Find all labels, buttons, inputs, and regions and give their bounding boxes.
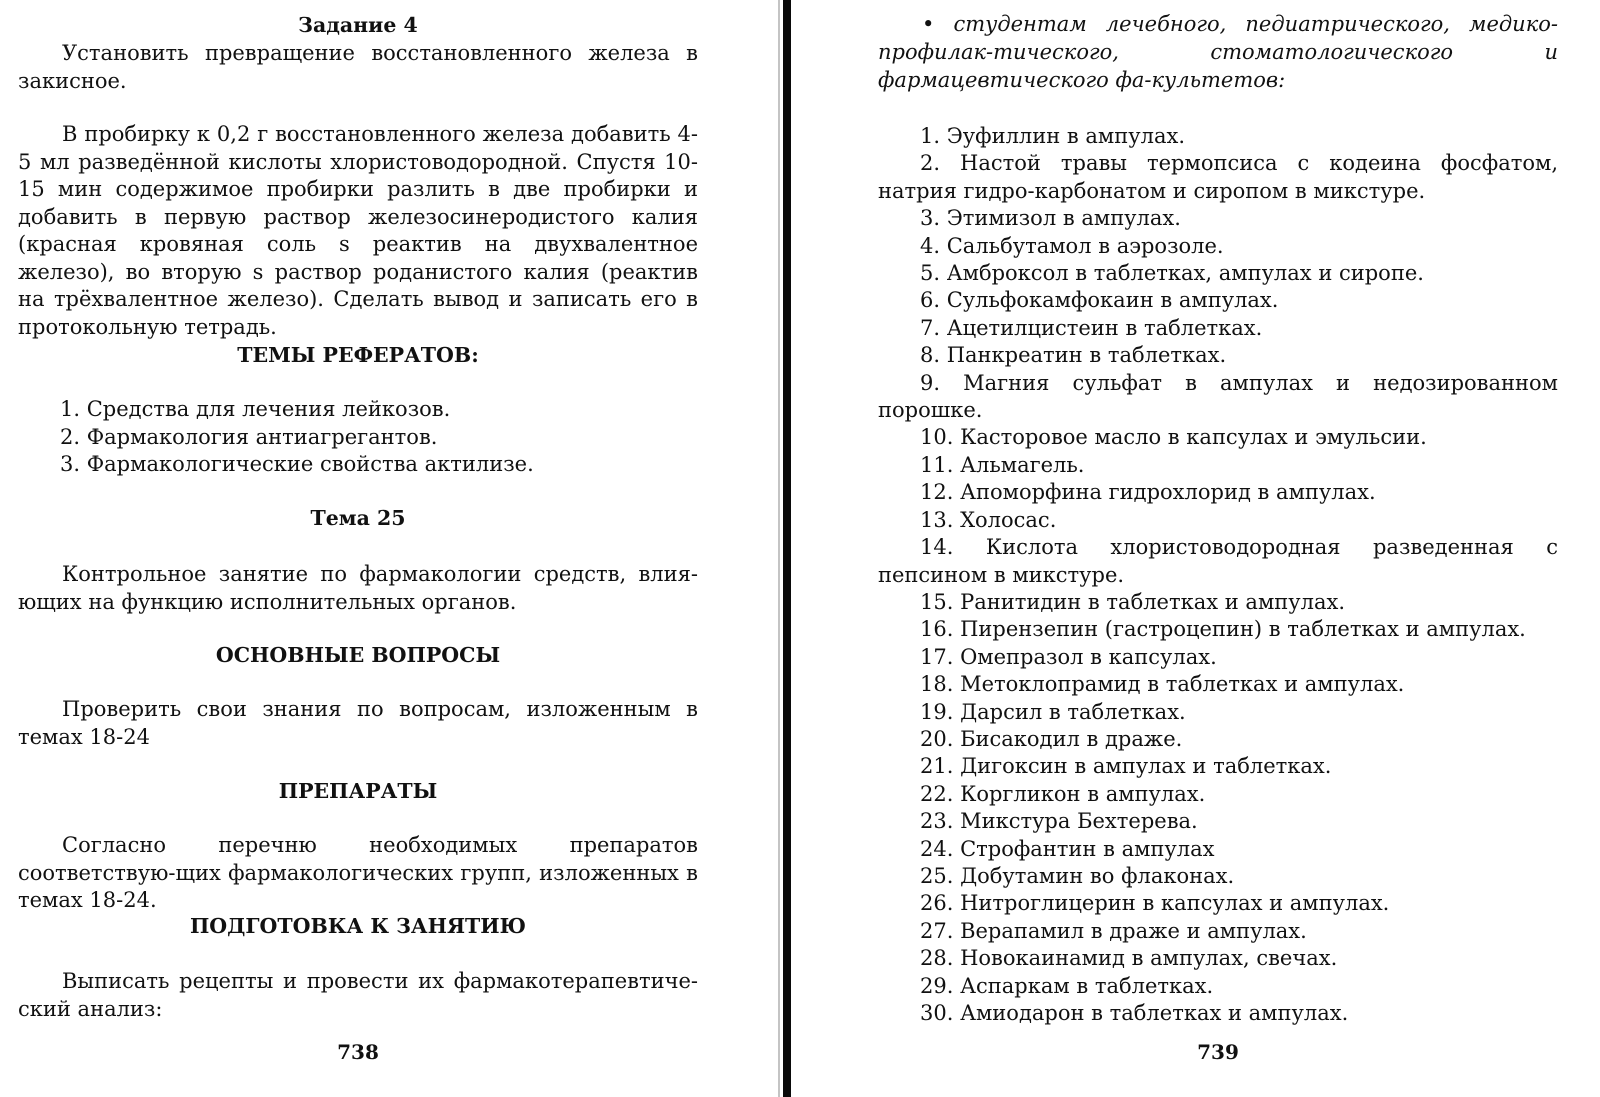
list-item: 13. Холосас. bbox=[920, 507, 1057, 532]
list-item: 28. Новокаинамид в ампулах, свечах. bbox=[920, 946, 1338, 971]
list-item: 30. Амиодарон в таблетках и ампулах. bbox=[920, 1001, 1349, 1025]
list-item: 24. Строфантин в ампулах bbox=[920, 836, 1215, 861]
list-item: 1. Средства для лечения лейкозов. bbox=[60, 397, 451, 421]
list-item: 18. Метоклопрамид в таблетках и ампулах. bbox=[920, 672, 1405, 697]
list-item: 15. Ранитидин в таблетках и ампулах. bbox=[920, 589, 1346, 614]
list-item: 5. Амброксол в таблетках, ампулах и сиропе. bbox=[920, 261, 1424, 286]
list-item: 10. Касторовое масло в капсулах и эмульсии. bbox=[920, 425, 1427, 450]
essays-list bbox=[18, 396, 698, 479]
task-text: Установить превращение восстановленного железа в закисное. bbox=[18, 41, 698, 93]
list-item: 3. Этимизол в ампулах. bbox=[920, 206, 1181, 231]
list-item: 22. Коргликон в ампулах. bbox=[920, 781, 1206, 806]
list-item: 12. Апоморфина гидрохлорид в ампулах. bbox=[920, 480, 1376, 505]
essays-heading: ТЕМЫ РЕФЕРАТОВ: bbox=[237, 343, 479, 367]
list-item: 16. Пирензепин (гастроцепин) в таблетках и ампулах. bbox=[920, 617, 1526, 642]
list-item: 26. Нитроглицерин в капсулах и ампулах. bbox=[920, 891, 1390, 916]
book-gutter-shadow bbox=[778, 0, 780, 1097]
list-item: 20. Бисакодил в драже. bbox=[920, 726, 1183, 751]
book-spine bbox=[783, 0, 791, 1097]
list-item: 23. Микстура Бехтерева. bbox=[920, 809, 1198, 834]
intro-text: • студентам лечебного, педиатрического, медико-профилак-тического, стоматологического и фармацевтического фа-культетов: bbox=[878, 12, 1558, 92]
questions-text: Проверить свои знания по вопросам, изложенным в темах 18-24 bbox=[18, 697, 698, 749]
task-heading: Задание 4 bbox=[298, 13, 418, 37]
list-item: 4. Сальбутамол в аэрозоле. bbox=[920, 233, 1224, 258]
prep-heading: ПОДГОТОВКА К ЗАНЯТИЮ bbox=[189, 914, 527, 938]
list-item: 2. Фармакология антиагрегантов. bbox=[60, 424, 438, 449]
procedure-text: В пробирку к 0,2 г восстановленного железа добавить 4-5 мл разведённой кислоты хлористоводородной. Спустя 10-15 мин содержимое пробирки разлить в две пробирки и добавить в первую раствор железосинеродистого калия (красная кровяная соль s реактив на двухвалентное железо), во вторую s раствор роданистого калия (реактив на трёхвалентное железо). Сделать вывод и записать его в протокольную тетрадь. bbox=[18, 122, 698, 339]
list-item: 14. Кислота хлористоводородная разведенная с пепсином в микстуре. bbox=[878, 535, 1558, 587]
list-item: 7. Ацетилцистеин в таблетках. bbox=[920, 315, 1263, 340]
left-page bbox=[18, 0, 698, 1097]
topic-heading: Тема 25 bbox=[310, 506, 406, 530]
list-item: 8. Панкреатин в таблетках. bbox=[920, 343, 1227, 368]
list-item: 29. Аспаркам в таблетках. bbox=[920, 973, 1214, 998]
page-number: 739 bbox=[1197, 1040, 1239, 1064]
topic-text: Контрольное занятие по фармакологии средств, влия-ющих на функцию исполнительных органов. bbox=[18, 562, 698, 614]
list-item: 6. Сульфокамфокаин в ампулах. bbox=[920, 288, 1279, 313]
right-page bbox=[878, 0, 1558, 1097]
drugs-text: Согласно перечню необходимых препаратов соответствую-щих фармакологических групп, изложенных в темах 18-24. bbox=[18, 833, 698, 912]
list-item: 1. Эуфиллин в ампулах. bbox=[920, 124, 1186, 148]
prep-text: Выписать рецепты и провести их фармакотерапевтиче-ский анализ: bbox=[18, 969, 698, 1021]
prescriptions-list bbox=[878, 123, 1558, 1027]
list-item: 3. Фармакологические свойства актилизе. bbox=[60, 452, 534, 476]
list-item: 2. Настой травы термопсиса с кодеина фосфатом, натрия гидро-карбонатом и сиропом в микстуре. bbox=[878, 151, 1558, 203]
page-number: 738 bbox=[337, 1040, 379, 1064]
list-item: 17. Омепразол в капсулах. bbox=[920, 644, 1217, 669]
list-item: 19. Дарсил в таблетках. bbox=[920, 699, 1186, 724]
list-item: 25. Добутамин во флаконах. bbox=[920, 863, 1235, 888]
list-item: 27. Верапамил в драже и ампулах. bbox=[920, 918, 1307, 943]
list-item: 11. Альмагель. bbox=[920, 452, 1085, 477]
drugs-heading: ПРЕПАРАТЫ bbox=[278, 779, 438, 803]
list-item: 9. Магния сульфат в ампулах и недозированном порошке. bbox=[878, 370, 1558, 423]
list-item: 21. Дигоксин в ампулах и таблетках. bbox=[920, 754, 1332, 779]
questions-heading: ОСНОВНЫЕ ВОПРОСЫ bbox=[215, 643, 501, 667]
